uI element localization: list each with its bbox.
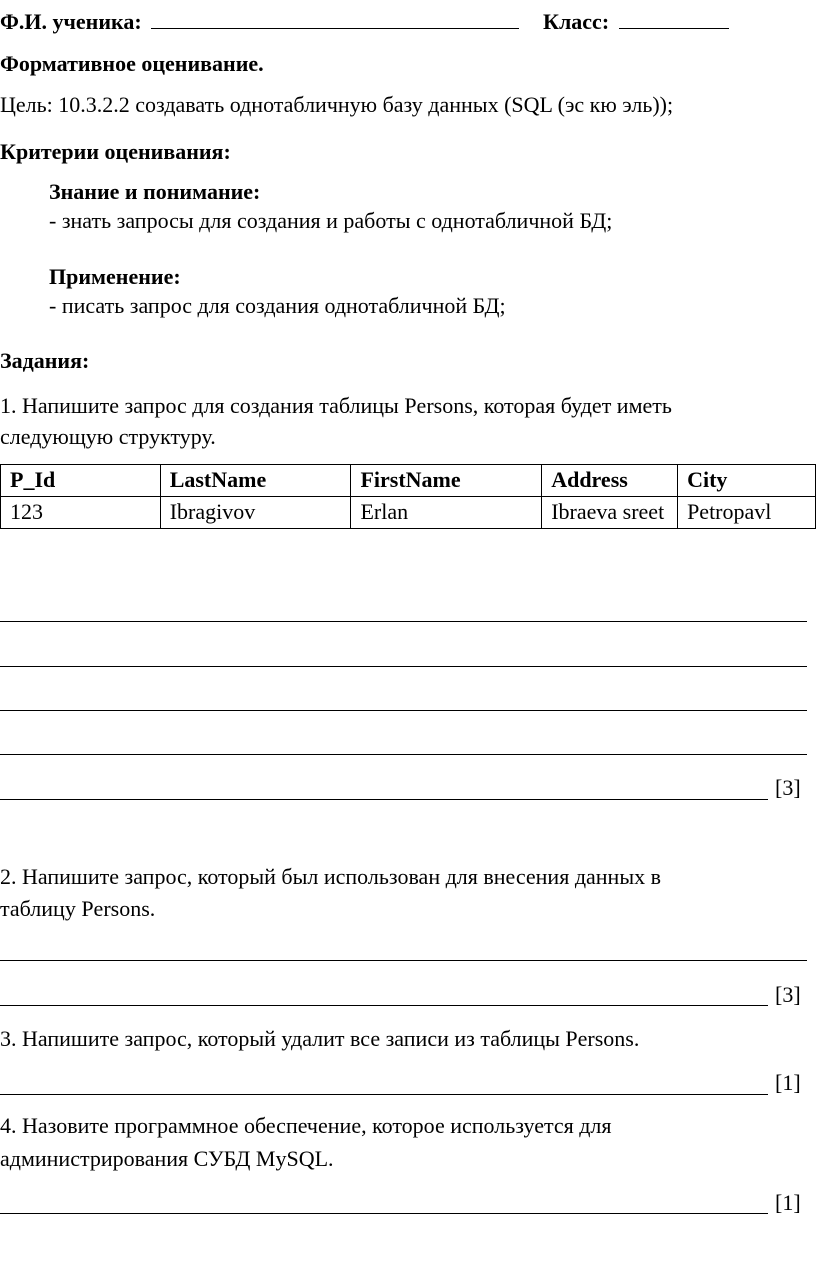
page-title: Формативное оценивание. (0, 51, 264, 76)
class-label: Класс: (543, 9, 610, 34)
task1-text-line1: 1. Напишите запрос для создания таблицы Persons, которая будет иметь (0, 393, 672, 418)
table-cell-city: Petropavl (678, 497, 816, 529)
task4-answer-line-1[interactable] (0, 1213, 768, 1214)
class-field[interactable] (619, 6, 729, 29)
task3-text-line1: 3. Напишите запрос, который удалит все записи из таблицы Persons. (0, 1026, 640, 1051)
tasks-title: Задания: (0, 348, 90, 373)
task1-answer-line-5[interactable] (0, 799, 768, 800)
application-item: - писать запрос для создания однотабличной БД; (49, 293, 506, 318)
task2-answer-line-1[interactable] (0, 960, 807, 961)
goal-text: Цель: 10.3.2.2 создавать однотабличную базу данных (SQL (эс кю эль)); (0, 92, 674, 117)
application-title: Применение: (49, 264, 181, 289)
knowledge-item: - знать запросы для создания и работы с однотабличной БД; (49, 208, 613, 233)
task4-text-line1: 4. Назовите программное обеспечение, которое используется для (0, 1113, 612, 1138)
task1-answer-line-1[interactable] (0, 621, 807, 622)
task4-score: [1] (775, 1190, 801, 1215)
knowledge-title: Знание и понимание: (49, 179, 261, 204)
column-header-firstname: FirstName (351, 465, 542, 497)
task2-answer-line-2[interactable] (0, 1005, 768, 1006)
table-row (1, 497, 816, 529)
column-header-city: City (678, 465, 816, 497)
student-name-row (0, 6, 519, 35)
table-cell-firstname: Erlan (351, 497, 542, 529)
task3-score: [1] (775, 1070, 801, 1095)
student-name-label: Ф.И. ученика: (0, 9, 142, 34)
task2-text-line2: таблицу Persons. (0, 896, 156, 921)
persons-table (0, 464, 816, 529)
task3-answer-line-1[interactable] (0, 1094, 768, 1095)
column-header-address: Address (542, 465, 678, 497)
student-name-field[interactable] (151, 6, 519, 29)
table-cell-lastname: Ibragivov (160, 497, 351, 529)
task2-score: [3] (775, 982, 801, 1007)
task1-answer-line-2[interactable] (0, 666, 807, 667)
task1-answer-line-3[interactable] (0, 710, 807, 711)
task4-text-line2: администрирования СУБД MySQL. (0, 1146, 334, 1171)
task1-answer-line-4[interactable] (0, 754, 807, 755)
task1-text-line2: следующую структуру. (0, 424, 216, 449)
criteria-title: Критерии оценивания: (0, 139, 231, 164)
column-header-p-id: P_Id (1, 465, 161, 497)
task2-text-line1: 2. Напишите запрос, который был использован для внесения данных в (0, 864, 661, 889)
column-header-lastname: LastName (160, 465, 351, 497)
class-row (543, 6, 729, 35)
task1-score: [3] (775, 775, 801, 800)
table-header-row (1, 465, 816, 497)
table-cell-p-id: 123 (1, 497, 161, 529)
table-cell-address: Ibraeva sreet (542, 497, 678, 529)
